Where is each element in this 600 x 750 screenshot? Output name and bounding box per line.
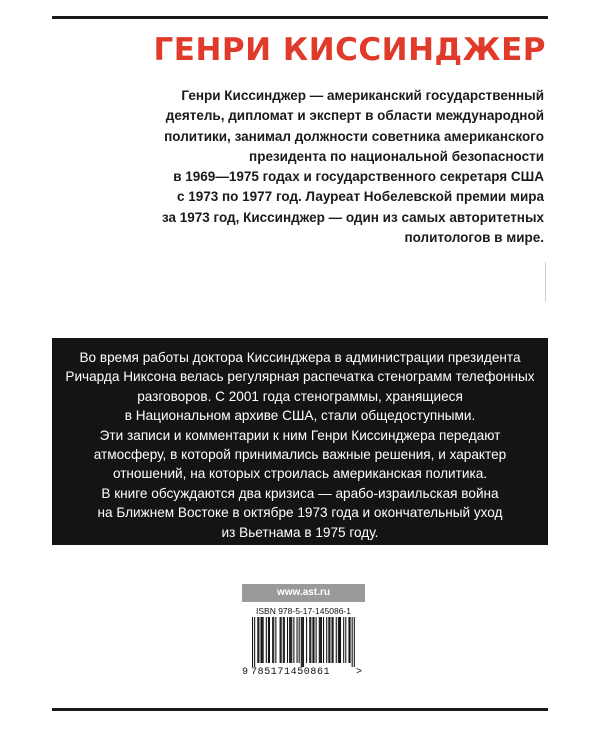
barcode-bar	[333, 617, 334, 663]
barcode-bar	[273, 617, 274, 663]
barcode-bar	[345, 617, 346, 663]
website-label: www.ast.ru	[242, 584, 365, 602]
bio-line: президента по национальной безопасности	[249, 148, 544, 164]
barcode-bar	[281, 617, 282, 663]
barcode-bar	[316, 617, 317, 663]
bio-line: деятель, дипломат и эксперт в области международной	[165, 108, 544, 124]
top-rule	[52, 16, 548, 19]
barcode-bar	[309, 617, 310, 663]
description-line: атмосферу, в которой принимались важные решения, и характер	[93, 447, 507, 463]
bio-line: с 1973 по 1977 год. Лауреат Нобелевской премии мира	[176, 189, 544, 205]
barcode-bar	[260, 617, 261, 663]
bio-line: политики, занимал должности советника американского	[164, 128, 544, 144]
barcode-bar	[284, 617, 285, 663]
barcode-bar	[266, 617, 267, 663]
description-line: разговоров. С 2001 года стенограммы, хранящиеся	[137, 388, 463, 404]
barcode-bar	[312, 617, 313, 663]
barcode-bar	[289, 617, 290, 663]
barcode-bar	[321, 617, 322, 663]
barcode-bar	[258, 617, 259, 663]
edge-mark	[545, 262, 546, 302]
barcode-bar	[343, 617, 344, 663]
barcode-bar	[332, 617, 333, 663]
barcode-bar	[348, 617, 349, 663]
barcode-bar	[328, 617, 329, 663]
barcode-bar	[291, 617, 292, 663]
description-panel	[52, 338, 548, 545]
description-line: Ричарда Никсона велась регулярная распечатка стенограмм телефонных	[65, 369, 535, 385]
author-title: ГЕНРИ КИССИНДЖЕР	[153, 32, 546, 68]
barcode-bar	[269, 617, 270, 663]
barcode-bar	[299, 617, 300, 663]
description-line: В книге обсуждаются два кризиса — арабо-израильская война	[101, 485, 499, 501]
barcode-bar	[338, 617, 339, 663]
barcode-bar	[320, 617, 321, 663]
barcode-bar	[275, 617, 276, 663]
barcode-bar	[303, 617, 304, 667]
bio-line: за 1973 год, Киссинджер — один из самых авторитетных	[161, 209, 544, 225]
barcode-bar	[319, 617, 320, 663]
barcode-bar	[287, 617, 288, 663]
description-line: Эти записи и комментарии к ним Генри Киссинджера передают	[99, 427, 501, 443]
bottom-rule	[52, 708, 548, 711]
barcode-bar	[336, 617, 337, 663]
barcode-bar	[252, 617, 253, 667]
description-line: в Национальном архиве США, стали общедоступными.	[124, 408, 476, 424]
barcode-image	[242, 617, 365, 667]
barcode-bar	[302, 617, 303, 667]
barcode-bar	[313, 617, 314, 663]
author-bio	[124, 86, 544, 248]
barcode-bar	[306, 617, 307, 663]
barcode-bar	[254, 617, 255, 667]
barcode-end-mark: >	[356, 667, 363, 678]
barcode-first-digit: 9	[242, 667, 249, 678]
barcode-bar	[340, 617, 341, 663]
barcode-bar	[350, 617, 351, 663]
isbn-label: ISBN 978-5-17-145086-1	[256, 606, 351, 616]
description-line: на Ближнем Востоке в октябре 1973 года и окончательный уход	[97, 505, 503, 521]
barcode-bar	[280, 617, 281, 663]
barcode-bar	[293, 617, 294, 663]
barcode-bar	[290, 617, 291, 663]
barcode-bar	[263, 617, 264, 663]
barcode-block	[242, 584, 365, 687]
barcode-digits: 785171450861	[251, 667, 331, 678]
barcode-bar	[257, 617, 258, 663]
barcode-bar	[354, 617, 355, 667]
barcode-bar	[339, 617, 340, 663]
bio-line: в 1969—1975 годах и государственного секретаря США	[173, 169, 544, 185]
bio-line: Генри Киссинджер — американский государственный	[181, 88, 544, 103]
barcode-bar	[283, 617, 284, 663]
barcode-bar	[329, 617, 330, 663]
barcode-bar	[301, 617, 302, 667]
barcode-bar	[310, 617, 311, 663]
description-line: Во время работы доктора Киссинджера в администрации президента	[79, 350, 521, 365]
barcode-bar	[323, 617, 324, 663]
bio-line: политологов в мире.	[404, 230, 544, 246]
barcode-bar	[352, 617, 353, 667]
barcode-bar	[326, 617, 327, 663]
description-line: из Вьетнама в 1975 году.	[221, 524, 379, 540]
description-line: отношений, на которых строилась американская политика.	[112, 466, 488, 482]
barcode-bar	[272, 617, 273, 663]
barcode-bar	[268, 617, 269, 663]
barcode-bar	[262, 617, 263, 663]
barcode-bar	[297, 617, 298, 663]
book-description	[52, 348, 548, 542]
